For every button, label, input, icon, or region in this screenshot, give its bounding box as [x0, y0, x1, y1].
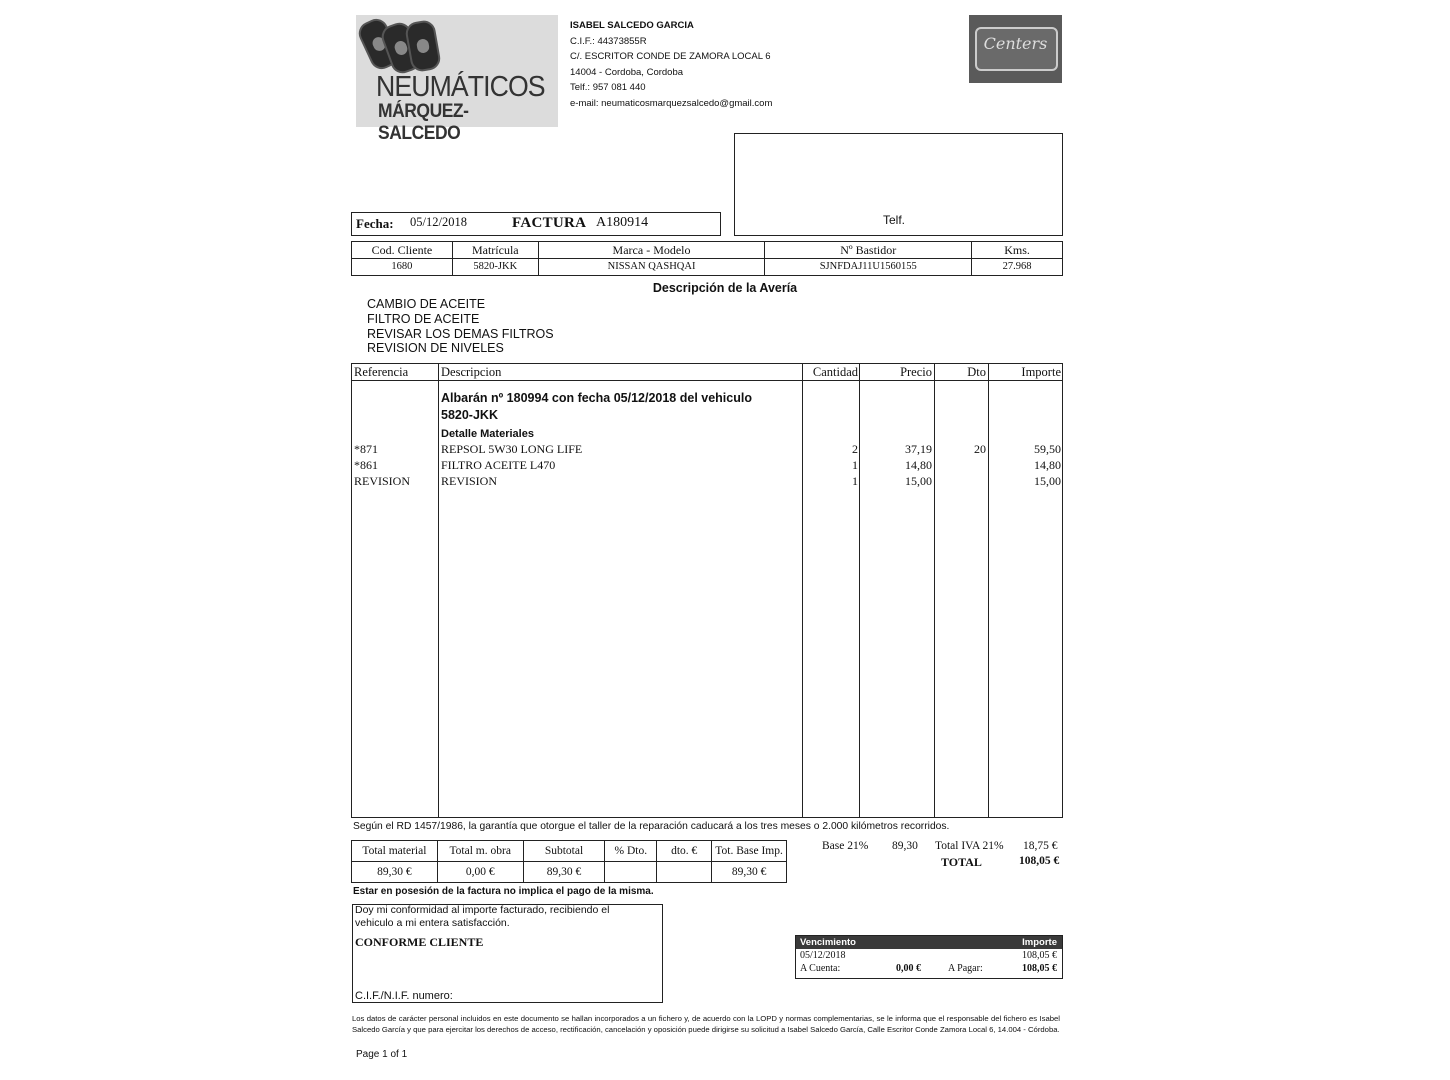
- vehicle-header-cell: Cod. Cliente: [352, 242, 453, 259]
- line-qty: 2: [852, 442, 858, 456]
- posesion-note: Estar en posesión de la factura no implica el pago de la misma.: [353, 886, 654, 897]
- line-price: 37,19: [905, 442, 932, 456]
- totals-value-cell: [605, 862, 657, 883]
- total-label: TOTAL: [941, 855, 982, 869]
- vencimiento-amount: 108,05 €: [1022, 950, 1057, 961]
- totals-header-cell: Tot. Base Imp.: [712, 841, 787, 862]
- albaran-line-2: 5820-JKK: [441, 408, 498, 422]
- vehicle-value-cell: 1680: [352, 259, 453, 276]
- totals-header-cell: Total material: [352, 841, 438, 862]
- total-value: 108,05 €: [1019, 855, 1060, 867]
- company-cif: C.I.F.: 44373855R: [570, 35, 647, 47]
- company-info: [570, 18, 772, 112]
- totals-value-cell: [657, 862, 712, 883]
- averia-line: REVISION DE NIVELES: [367, 341, 504, 356]
- line-amount: 15,00: [1034, 474, 1061, 488]
- totals-table: [351, 840, 787, 883]
- detalle-materiales: Detalle Materiales: [441, 428, 534, 440]
- conformidad-text: Doy mi conformidad al importe facturado, recibiendo el vehiculo a mi entera satisfacción.: [355, 904, 610, 929]
- vencimiento-header-left: Vencimiento: [800, 937, 856, 948]
- factura-number: A180914: [596, 215, 649, 230]
- client-telf-label: Telf.: [883, 213, 906, 227]
- vencimiento-date: 05/12/2018: [800, 950, 846, 961]
- iva-label: Total IVA 21%: [935, 840, 1004, 852]
- lines-header-qty: Cantidad: [812, 365, 858, 379]
- company-phone: Telf.: 957 081 440: [570, 82, 646, 94]
- vehicle-header-cell: Marca - Modelo: [538, 242, 765, 259]
- vencimiento-box: [795, 935, 1063, 979]
- company-name: ISABEL SALCEDO GARCIA: [570, 20, 694, 31]
- lines-header-dto: Dto: [967, 365, 986, 379]
- averia-list: [367, 297, 554, 356]
- totals-value-cell: 89,30 €: [352, 862, 438, 883]
- line-desc: REVISION: [441, 474, 497, 488]
- line-price: 14,80: [905, 458, 932, 472]
- centers-logo-text: Centers: [983, 34, 1048, 53]
- totals-value-row: [352, 862, 787, 883]
- company-email: e-mail: neumaticosmarquezsalcedo@gmail.com: [570, 97, 773, 109]
- line-ref: *871: [354, 442, 378, 456]
- line-dto: 20: [974, 442, 986, 456]
- base-value: 89,30: [892, 840, 918, 852]
- company-city: 14004 - Cordoba, Cordoba: [570, 66, 684, 78]
- totals-header-row: [352, 841, 787, 862]
- logo-line-1: NEUMÁTICOS: [376, 71, 545, 103]
- line-ref: *861: [354, 458, 378, 472]
- base-label: Base 21%: [822, 840, 869, 852]
- vehicle-header-cell: Kms.: [972, 242, 1063, 259]
- vehicle-header-cell: Matrícula: [452, 242, 538, 259]
- fecha-label: Fecha:: [356, 216, 394, 231]
- totals-header-cell: Total m. obra: [437, 841, 523, 862]
- vehicle-value-cell: NISSAN QASHQAI: [538, 259, 765, 276]
- line-qty: 1: [852, 474, 858, 488]
- albaran-line-1: Albarán nº 180994 con fecha 05/12/2018 del vehiculo: [441, 391, 752, 405]
- line-price: 15,00: [905, 474, 932, 488]
- cif-nif-label: C.I.F./N.I.F. numero:: [355, 990, 453, 1002]
- vehicle-header-cell: Nº Bastidor: [765, 242, 972, 259]
- invoice-lines-table: [351, 363, 1063, 818]
- vehicle-value-row: [352, 259, 1063, 276]
- a-pagar-label: A Pagar:: [948, 963, 983, 974]
- line-amount: 14,80: [1034, 458, 1061, 472]
- vehicle-value-cell: 27.968: [972, 259, 1063, 276]
- iva-value: 18,75 €: [1023, 840, 1058, 852]
- totals-header-cell: dto. €: [657, 841, 712, 862]
- vencimiento-header: [796, 936, 1062, 949]
- company-logo: [356, 15, 558, 144]
- line-amount: 59,50: [1034, 442, 1061, 456]
- a-cuenta-value: 0,00 €: [896, 963, 921, 974]
- vencimiento-header-right: Importe: [1022, 937, 1057, 948]
- lopd-notice: Los datos de carácter personal incluidos en este documento se hallan incorporados a un fichero y, de acuerdo con la LOPD y normas complementarias, se le informa que el responsable del fichero es Isabel Salcedo García y que para ejercitar los derechos de acceso, rectificación, cancelación y oposición puede dirigirse su solicitud a Isabel Salcedo García, Calle Escritor Conde Zamora Local 6, 14.004 - Córdoba.: [352, 1014, 1060, 1034]
- factura-label: FACTURA: [512, 215, 587, 231]
- conforme-cliente-label: CONFORME CLIENTE: [355, 935, 484, 949]
- lines-header-ref: Referencia: [354, 365, 409, 379]
- totals-value-cell: 89,30 €: [712, 862, 787, 883]
- garantia-note: Según el RD 1457/1986, la garantía que otorgue el taller de la reparación caducará a los tres meses o 2.000 kilómetros recorridos.: [353, 821, 950, 832]
- averia-line: REVISAR LOS DEMAS FILTROS: [367, 326, 554, 341]
- totals-header-cell: Subtotal: [523, 841, 605, 862]
- averia-line: CAMBIO DE ACEITE: [367, 297, 486, 311]
- company-address: C/. ESCRITOR CONDE DE ZAMORA LOCAL 6: [570, 51, 771, 63]
- lines-header-desc: Descripcion: [441, 365, 502, 379]
- averia-line: FILTRO DE ACEITE: [367, 311, 480, 326]
- a-cuenta-label: A Cuenta:: [800, 963, 841, 974]
- totals-value-cell: 0,00 €: [437, 862, 523, 883]
- lines-header-price: Precio: [900, 365, 932, 379]
- averia-title: Descripción de la Avería: [652, 281, 798, 295]
- line-desc: REPSOL 5W30 LONG LIFE: [441, 442, 583, 456]
- a-pagar-value: 108,05 €: [1022, 963, 1057, 974]
- totals-value-cell: 89,30 €: [523, 862, 605, 883]
- vehicle-table: [351, 241, 1063, 276]
- lines-header-amount: Importe: [1021, 365, 1061, 379]
- page-number: Page 1 of 1: [356, 1049, 408, 1060]
- line-ref: REVISION: [354, 474, 410, 488]
- totals-header-cell: % Dto.: [605, 841, 657, 862]
- line-desc: FILTRO ACEITE L470: [441, 458, 556, 472]
- logo-line-2: MÁRQUEZ-SALCEDO: [378, 101, 469, 144]
- fecha-value: 05/12/2018: [410, 215, 467, 229]
- line-qty: 1: [852, 458, 858, 472]
- vehicle-value-cell: 5820-JKK: [452, 259, 538, 276]
- centers-logo: [969, 15, 1062, 83]
- vehicle-value-cell: SJNFDAJ11U1560155: [765, 259, 972, 276]
- vehicle-header-row: [352, 242, 1063, 259]
